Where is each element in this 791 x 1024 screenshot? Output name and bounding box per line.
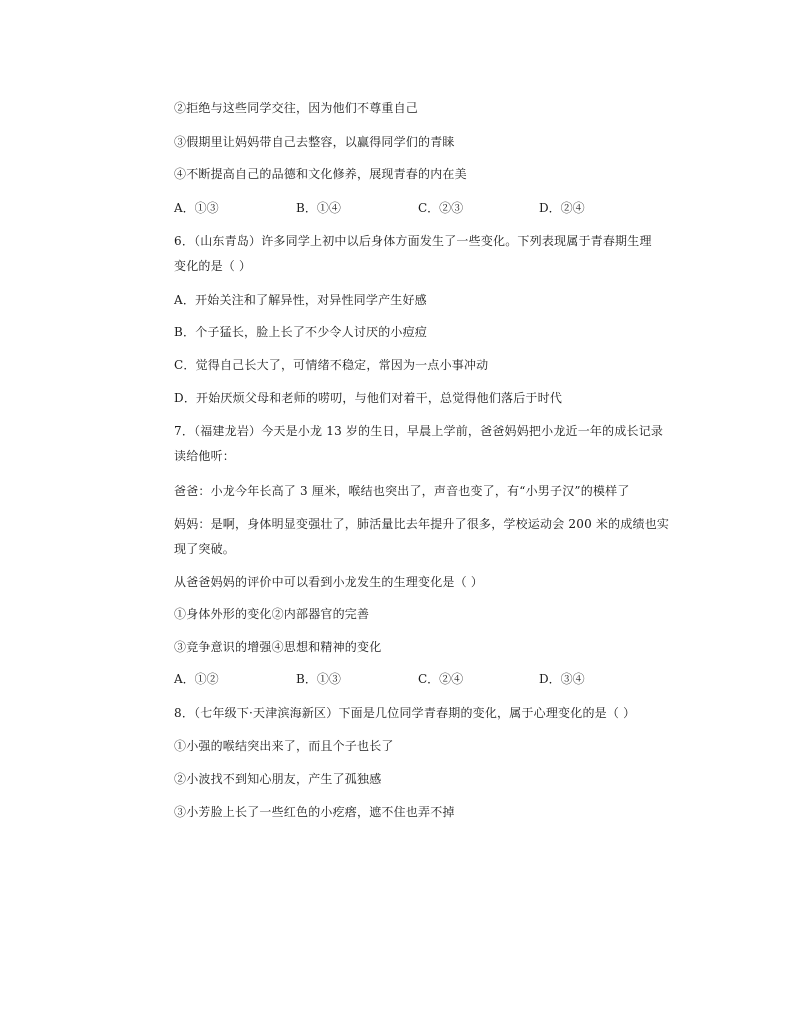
q7-stem-line2: 读给他听： — [174, 449, 236, 463]
q8-item-2: ②小波找不到知心朋友，产生了孤独感 — [174, 772, 382, 786]
q7-option-d: D．③④ — [539, 672, 585, 686]
q6-option-a: A．开始关注和了解异性，对异性同学产生好感 — [174, 293, 427, 307]
q7-mom-line1: 妈妈：是啊，身体明显变强壮了，肺活量比去年提升了很多，学校运动会 200 米的成绩也实 — [174, 517, 670, 531]
q6-stem-line1: 6．（山东青岛）许多同学上初中以后身体方面发生了一些变化。下列表现属于青春期生理 — [174, 234, 652, 248]
q6-option-d: D．开始厌烦父母和老师的唠叨，与他们对着干，总觉得他们落后于时代 — [174, 391, 563, 405]
q6-option-c: C．觉得自己长大了，可情绪不稳定，常因为一点小事冲动 — [174, 358, 489, 372]
q6-option-b: B．个子猛长，脸上长了不少令人讨厌的小痘痘 — [174, 325, 428, 339]
q8-stem: 8．（七年级下·天津滨海新区）下面是几位同学青春期的变化，属于心理变化的是（ ） — [174, 706, 636, 720]
q5-item-2: ②拒绝与这些同学交往，因为他们不尊重自己 — [174, 101, 419, 115]
q5-item-3: ③假期里让妈妈带自己去整容，以赢得同学们的青睐 — [174, 135, 455, 149]
q7-option-a: A．①② — [174, 672, 219, 686]
q5-option-d: D．②④ — [539, 201, 585, 215]
q5-option-b: B．①④ — [296, 201, 341, 215]
q7-option-c: C．②④ — [418, 672, 464, 686]
q7-question: 从爸爸妈妈的评价中可以看到小龙发生的生理变化是（ ） — [174, 575, 484, 589]
q7-dad-line: 爸爸：小龙今年长高了 3 厘米，喉结也突出了，声音也变了，有“小男子汉”的模样了 — [174, 484, 630, 498]
q7-options — [174, 671, 604, 687]
q5-option-c: C．②③ — [418, 201, 464, 215]
q6-stem-line2: 变化的是（ ） — [174, 259, 252, 273]
q5-item-4: ④不断提高自己的品德和文化修养，展现青春的内在美 — [174, 167, 467, 181]
q7-option-b: B．①③ — [296, 672, 341, 686]
q7-mom-line2: 现了突破。 — [174, 542, 236, 556]
q7-item-1: ①身体外形的变化②内部器官的完善 — [174, 607, 370, 621]
q7-stem-line1: 7．（福建龙岩）今天是小龙 13 岁的生日，早晨上学前，爸爸妈妈把小龙近一年的成长记录 — [174, 424, 664, 438]
q8-item-3: ③小芳脸上长了一些红色的小疙瘩，遮不住也弄不掉 — [174, 805, 455, 819]
q7-item-2: ③竞争意识的增强④思想和精神的变化 — [174, 640, 382, 654]
q5-option-a: A．①③ — [174, 201, 219, 215]
q5-options — [174, 200, 604, 216]
q8-item-1: ①小强的喉结突出来了，而且个子也长了 — [174, 739, 394, 753]
